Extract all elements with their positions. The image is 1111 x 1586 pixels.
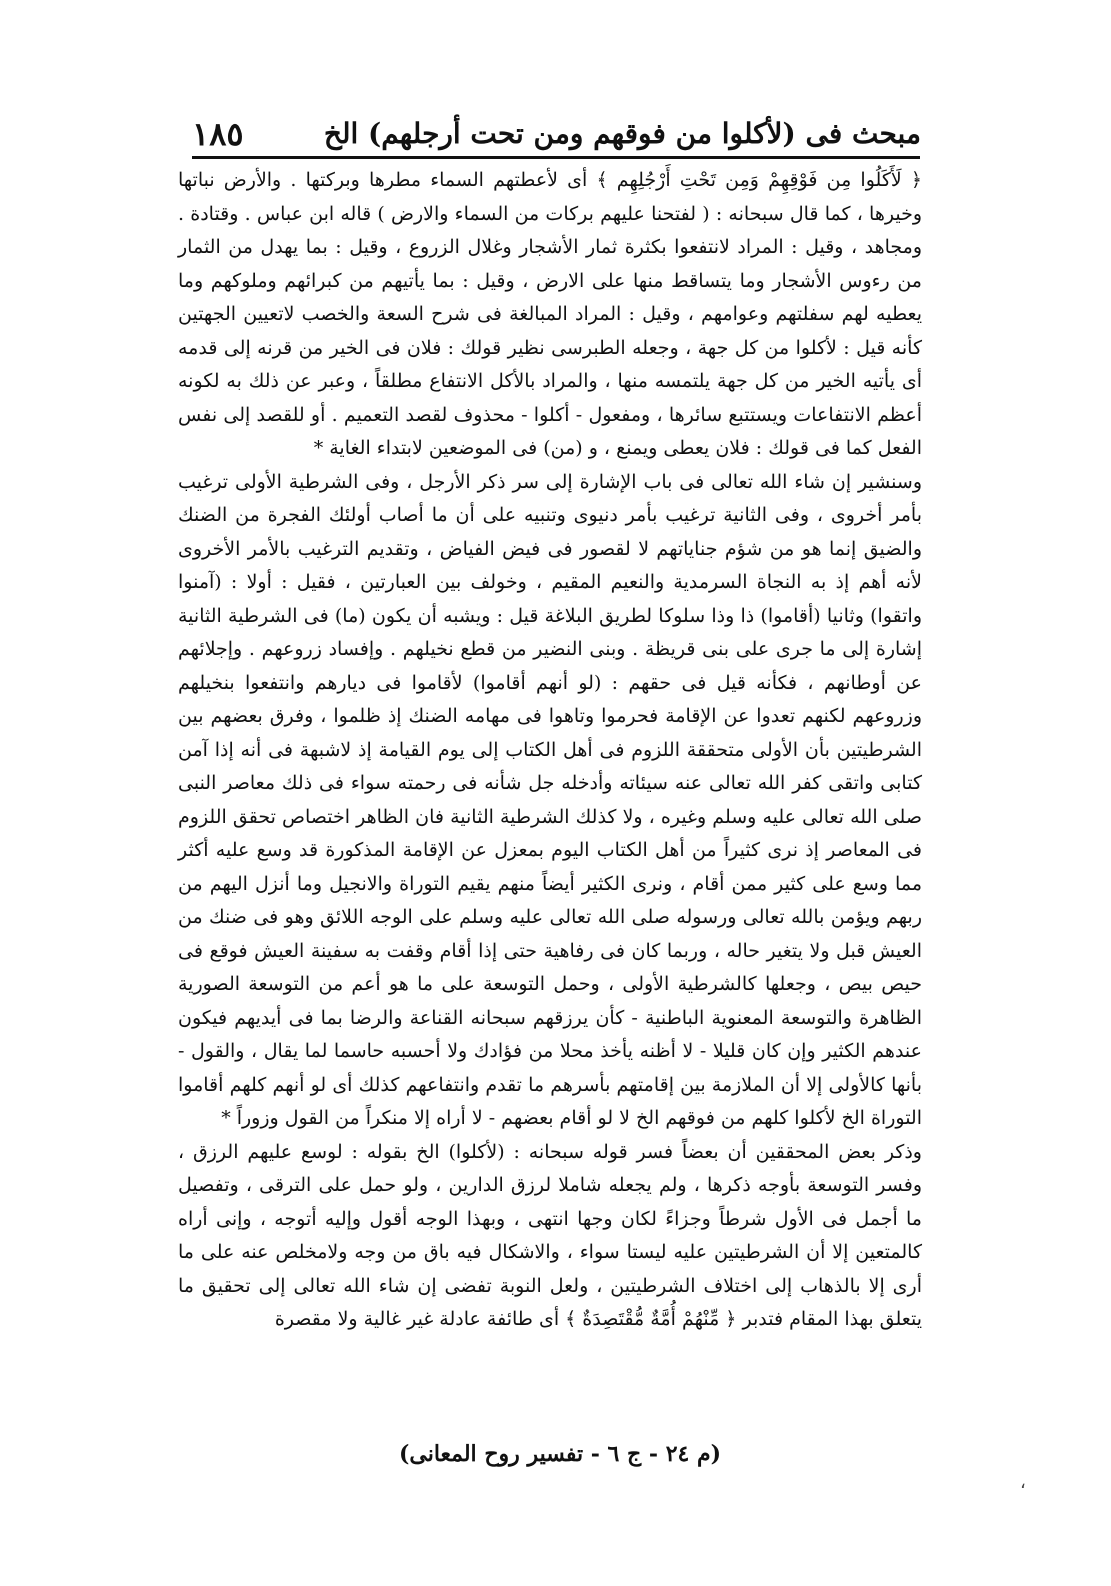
page-number: ١٨٥ [192,115,244,153]
body-text [178,164,922,1337]
running-title: مبحث فى (لأكلوا من فوقهم ومن تحت أرجلهم) الخ [323,117,921,150]
header-rule [192,156,920,159]
paragraph: ﴿ لَأَكَلُوا مِن فَوْقِهِمْ وَمِن تَحْتِ أَرْجُلِهِم ﴾ أى لأعطتهم السماء مطرها وبركتها . والأرض نباتها وخيرها ، كما قال سبحانه : ( لفتحنا عليهم بركات من السماء والارض ) قاله ابن عباس . وقتادة . ومجاهد ، وقيل : المراد لانتفعوا بكثرة ثمار الأشجار وغلال الزروع ، وقيل : بما يهدل من الثمار من رءوس الأشجار وما يتساقط منها على الارض ، وقيل : بما يأتيهم من كبرائهم وملوكهم وما يعطيه لهم سفلتهم وعوامهم ، وقيل : المراد المبالغة فى شرح السعة والخصب لاتعيين الجهتين كأنه قيل : لأكلوا من كل جهة ، وجعله الطبرسى نظير قولك : فلان فى الخير من قرنه إلى قدمه أى يأتيه الخير من كل جهة يلتمسه منها ، والمراد بالأكل الانتفاع مطلقاً ، وعبر عن ذلك به لكونه أعظم الانتفاعات ويستتبع سائرها ، ومفعول - أكلوا - محذوف لقصد التعميم . أو للقصد إلى نفس الفعل كما فى قولك : فلان يعطى ويمنع ، و (من) فى الموضعين لابتداء الغاية * [178,169,922,459]
paragraph: وسنشير إن شاء الله تعالى فى باب الإشارة إلى سر ذكر الأرجل ، وفى الشرطية الأولى ترغيب بأمر أخروى ، وفى الثانية ترغيب بأمر دنيوى وتنبيه على أن ما أصاب أولئك الفجرة من الضنك والضيق إنما هو من شؤم جناياتهم لا لقصور فى فيض الفياض ، وتقديم الترغيب بالأمر الأخروى لأنه أهم إذ به النجاة السرمدية والنعيم المقيم ، وخولف بين العبارتين ، فقيل : أولا : (آمنوا واتقوا) وثانيا (أقاموا) ذا وذا سلوكا لطريق البلاغة قيل : ويشبه أن يكون (ما) فى الشرطية الثانية إشارة إلى ما جرى على بنى قريظة . وبنى النضير من قطع نخيلهم . وإفساد زروعهم . وإجلائهم عن أوطانهم ، فكأنه قيل فى حقهم : (لو أنهم أقاموا) لأقاموا فى ديارهم وانتفعوا بنخيلهم وزروعهم لكنهم تعدوا عن الإقامة فحرموا وتاهوا فى مهامه الضنك إذ ظلموا ، وفرق بعضهم بين الشرطيتين بأن الأولى متحققة اللزوم فى أهل الكتاب إلى يوم القيامة إذ لاشبهة فى أنه إذا آمن كتابى واتقى كفر الله تعالى عنه سيئاته وأدخله جل شأنه فى رحمته سواء فى ذلك معاصر النبى صلى الله تعالى عليه وسلم وغيره ، ولا كذلك الشرطية الثانية فان الظاهر اختصاص تحقق اللزوم فى المعاصر إذ نرى كثيراً من أهل الكتاب اليوم بمعزل عن الإقامة المذكورة قد وسع عليه أكثر مما وسع على كثير ممن أقام ، ونرى الكثير أيضاً منهم يقيم التوراة والانجيل وما أنزل اليهم من ربهم ويؤمن بالله تعالى ورسوله صلى الله تعالى عليه وسلم على الوجه اللائق وهو فى ضنك من العيش قبل ولا يتغير حاله ، وربما كان فى رفاهية حتى إذا أقام وقفت به سفينة العيش فوقع فى حيص بيص ، وجعلها كالشرطية الأولى ، وحمل التوسعة على ما هو أعم من التوسعة الصورية الظاهرة والتوسعة المعنوية الباطنية - كأن يرزقهم سبحانه القناعة والرضا بما فى أيديهم فيكون عندهم الكثير وإن كان قليلا - لا أظنه يأخذ محلا من فؤادك ولا أحسبه حاسما لما يقال ، والقول - بأنها كالأولى إلا أن الملازمة بين إقامتهم بأسرهم ما تقدم وانتفاعهم كذلك أى لو أنهم كلهم أقاموا التوراة الخ لأكلوا كلهم من فوقهم الخ لا لو أقام بعضهم - لا أراه إلا منكراً من القول وزوراً * [178,470,922,1129]
paragraph: وذكر بعض المحققين أن بعضاً فسر قوله سبحانه : (لأكلوا) الخ بقوله : لوسع عليهم الرزق ، وفسر التوسعة بأوجه ذكرها ، ولم يجعله شاملا لرزق الدارين ، ولو حمل على الترقى ، وتفصيل ما أجمل فى الأول شرطاً وجزاءً لكان وجها انتهى ، وبهذا الوجه أقول وإليه أتوجه ، وإنى أراه كالمتعين إلا أن الشرطيتين عليه ليستا سواء ، والاشكال فيه باق من وجه ولامخلص عنه على ما أرى إلا بالذهاب إلى اختلاف الشرطيتين ، ولعل النوبة تفضى إن شاء الله تعالى إلى تحقيق ما يتعلق بهذا المقام فتدبر ﴿ مِّنْهُمْ أُمَّةٌ مُّقْتَصِدَةٌ ﴾ أى طائفة عادلة غير غالية ولا مقصرة [178,1140,922,1330]
margin-mark: ، [1020,1472,1026,1493]
volume-footer: (م ٢٤ - ج ٦ - تفسير روح المعانى) [398,1441,722,1467]
page-header [192,108,921,154]
